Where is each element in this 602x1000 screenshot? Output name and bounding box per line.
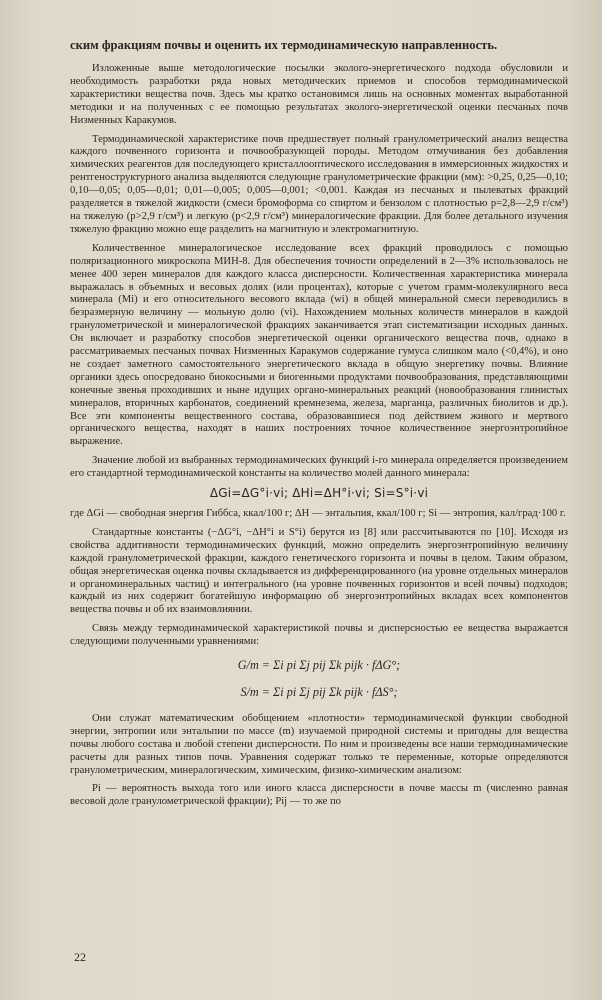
formula-entropy-sum: S/m = Σi pi Σj pij Σk pijk · fΔS°; [240, 684, 398, 699]
page-number: 22 [74, 950, 86, 964]
paragraph-6: Связь между термодинамической характеристикой почвы и дисперсностью ее вещества выражается следующими полученными уравнениями: [70, 623, 568, 648]
formula-thermo-functions: ΔGi=ΔG°i·vi; ΔHi=ΔH°i·vi; Si=S°i·vi [209, 486, 429, 501]
paragraph-7: Они служат математическим обобщением «плотности» термодинамической функции свободной энергии, энтропии или энтальпии по массе (m) изучаемой природной системы и пригодны для вещества почвы любого состава и любой степени дисперсности. По ним и произведены все наши термодинамические расчеты для разных типов почв. Уравнения содержат только те переменные, которые определяются гранулометрическим, минералогическим, химическим, физико-химическим анализом: [70, 712, 568, 776]
paragraph-2: Термодинамической характеристике почв предшествует полный гранулометрический анализ вещества каждого почвенного горизонта и почвообразующей породы. Методом отмучивания без добавления химических реагентов для последующего кристаллооптического исследования в иммерсионных жидкостях и рентгеноструктурного анализа выделяются следующие гранулометрические фракции (мм): >0,25, 0,25—0,10; 0,10—0,05; 0,05—0,01; 0,01—0,005; 0,005—0,001; <0,001. Каждая из песчаных и пылеватых фракций разделяется в тяжелой жидкости (смеси бромоформа со спиртом и бензолом с плотностью p=2,8—2,9 г/см³) на тяжелую (p>2,9 г/см³) и легкую (p<2,9 г/см³) минералогические фракции. Для более детального изучения тяжелую фракцию можно еще разделить на магнитную и электромагнитную. [70, 133, 568, 235]
paragraph-1: Изложенные выше методологические посылки эколого-энергетического подхода обусловили и необходимость разработки ряда новых методических приемов и способов термодинамической характеристики вещества почв. Здесь мы кратко остановимся лишь на основных моментах выработанной методики и на полученных с ее помощью результатах эколого-энергетической оценки песчаных почв Низменных Каракумов. [70, 63, 568, 126]
paragraph-8: Pi — вероятность выхода того или иного класса дисперсности в почве массы m (численно равная весовой доле гранулометрической фракции); Pij — то же по [70, 783, 568, 808]
section-heading: ским фракциям почвы и оценить их термодинамическую направленность. [70, 38, 498, 52]
paragraph-4: Значение любой из выбранных термодинамических функций i-го минерала определяется произведением его стандартной термодинамической константы на количество молей данного минерала: [70, 455, 568, 480]
paragraph-3: Количественное минералогическое исследование всех фракций проводилось с помощью поляризационного микроскопа МИН-8. Для обеспечения точности определений в 2—3% использовалось не менее 400 зерен минералов для каждого класса дисперсности. Количественная характеристика минерала выражалась в объемных и весовых долях (или процентах), которые с учетом грамм-молекулярного веса минерала (Mi) и его относительного весового вклада (wi) в общей минеральной смеси переводились в безразмерную величину — мольную долю (vi). Нахождением мольных количеств минералов в каждой гранулометрической и минералогической фракциях заканчивается этап систематизации исходных данных. Он включает и разработку способов энергетической оценки органического вещества почв, однако в рассматриваемых песчаных почвах Низменных Каракумов содержание гумуса слишком мало (<0,4%), и оно не создает заметного самостоятельного энергетического вклада в общую энергетику почвы. Влияние органики здесь опосредовано биокосными и биогенными продуктами почвообразования, представляющими конечные звенья проходивших и ныне идущих органо-минеральных реакций (новообразования глинистых минералов, вторичных карбонатов, соединений кремнезема, железа, марганца, различных биолитов и др.). Все эти компоненты вещественного состава, образовавшиеся под действием живого и мертвого органического вещества, находят в наших построениях точное количественное энергоэнтропийное выражение. [70, 242, 568, 448]
paragraph-5: Стандартные константы (−ΔG°i, −ΔH°i и S°i) берутся из [8] или рассчитываются по [10]. Исходя из свойства аддитивности термодинамических функций, можно определить энергоэнтропийную величину каждой гранулометрической фракции, каждого генетического горизонта и почвы в целом. Таким образом, общая энергетическая оценка почвы складывается из дифференцированного (на уровне отдельных минералов и органоминеральных частиц) и интегрального (на уровне почвенных горизонтов и всей почвы) подходов; каждый из них содержит богатейшую информацию об энергоэнтропийных вкладах всех компонентов вещества почвы и об их взаимовлиянии. [70, 526, 568, 616]
paragraph-where: где ΔGi — свободная энергия Гиббса, ккал/100 г; ΔH — энтальпия, ккал/100 г; Si — энтропия, кал/град·100 г. [70, 508, 566, 519]
formula-gibbs-sum: G/m = Σi pi Σj pij Σk pijk · fΔG°; [237, 658, 401, 673]
page-text [70, 38, 568, 809]
